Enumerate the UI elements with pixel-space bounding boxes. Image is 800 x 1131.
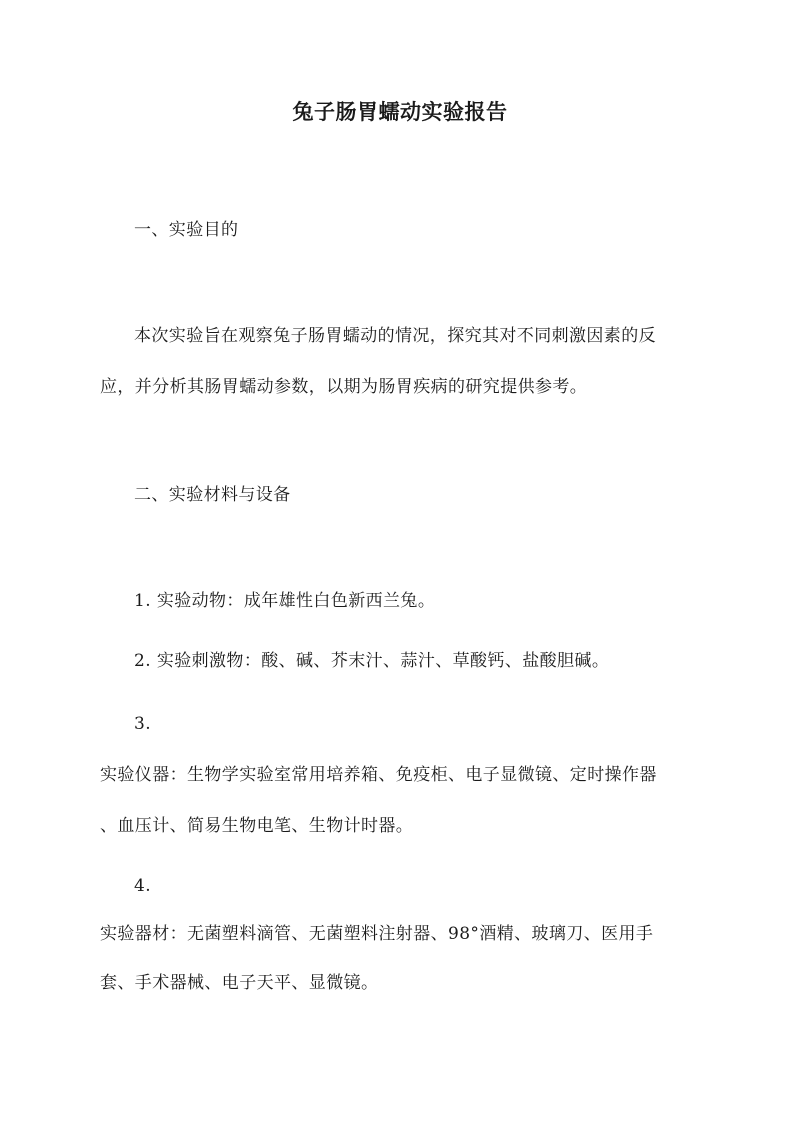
list-item-2: 2. 实验刺激物：酸、碱、芥末汁、蒜汁、草酸钙、盐酸胆碱。	[134, 651, 610, 671]
list-item-1: 1. 实验动物：成年雄性白色新西兰兔。	[134, 591, 436, 611]
document-title: 兔子肠胃蠕动实验报告	[292, 99, 508, 124]
section1-paragraph-line2: 应，并分析其肠胃蠕动参数，以期为肠胃疾病的研究提供参考。	[100, 377, 588, 397]
list-item-4-line2: 套、手术器械、电子天平、显微镜。	[100, 973, 379, 993]
list-item-3-number: 3.	[134, 714, 152, 734]
list-item-4-number: 4.	[134, 876, 152, 896]
list-item-3-line1: 实验仪器：生物学实验室常用培养箱、免疫柜、电子显微镜、定时操作器	[100, 765, 657, 785]
list-item-4-line1: 实验器材：无菌塑料滴管、无菌塑料注射器、98°酒精、玻璃刀、医用手	[100, 924, 654, 944]
section2-heading: 二、实验材料与设备	[134, 485, 291, 505]
section1-heading: 一、实验目的	[134, 220, 239, 240]
list-item-3-line2: 、血压计、简易生物电笔、生物计时器。	[100, 816, 414, 836]
section1-paragraph-line1: 本次实验旨在观察兔子肠胃蠕动的情况，探究其对不同刺激因素的反	[134, 326, 656, 346]
